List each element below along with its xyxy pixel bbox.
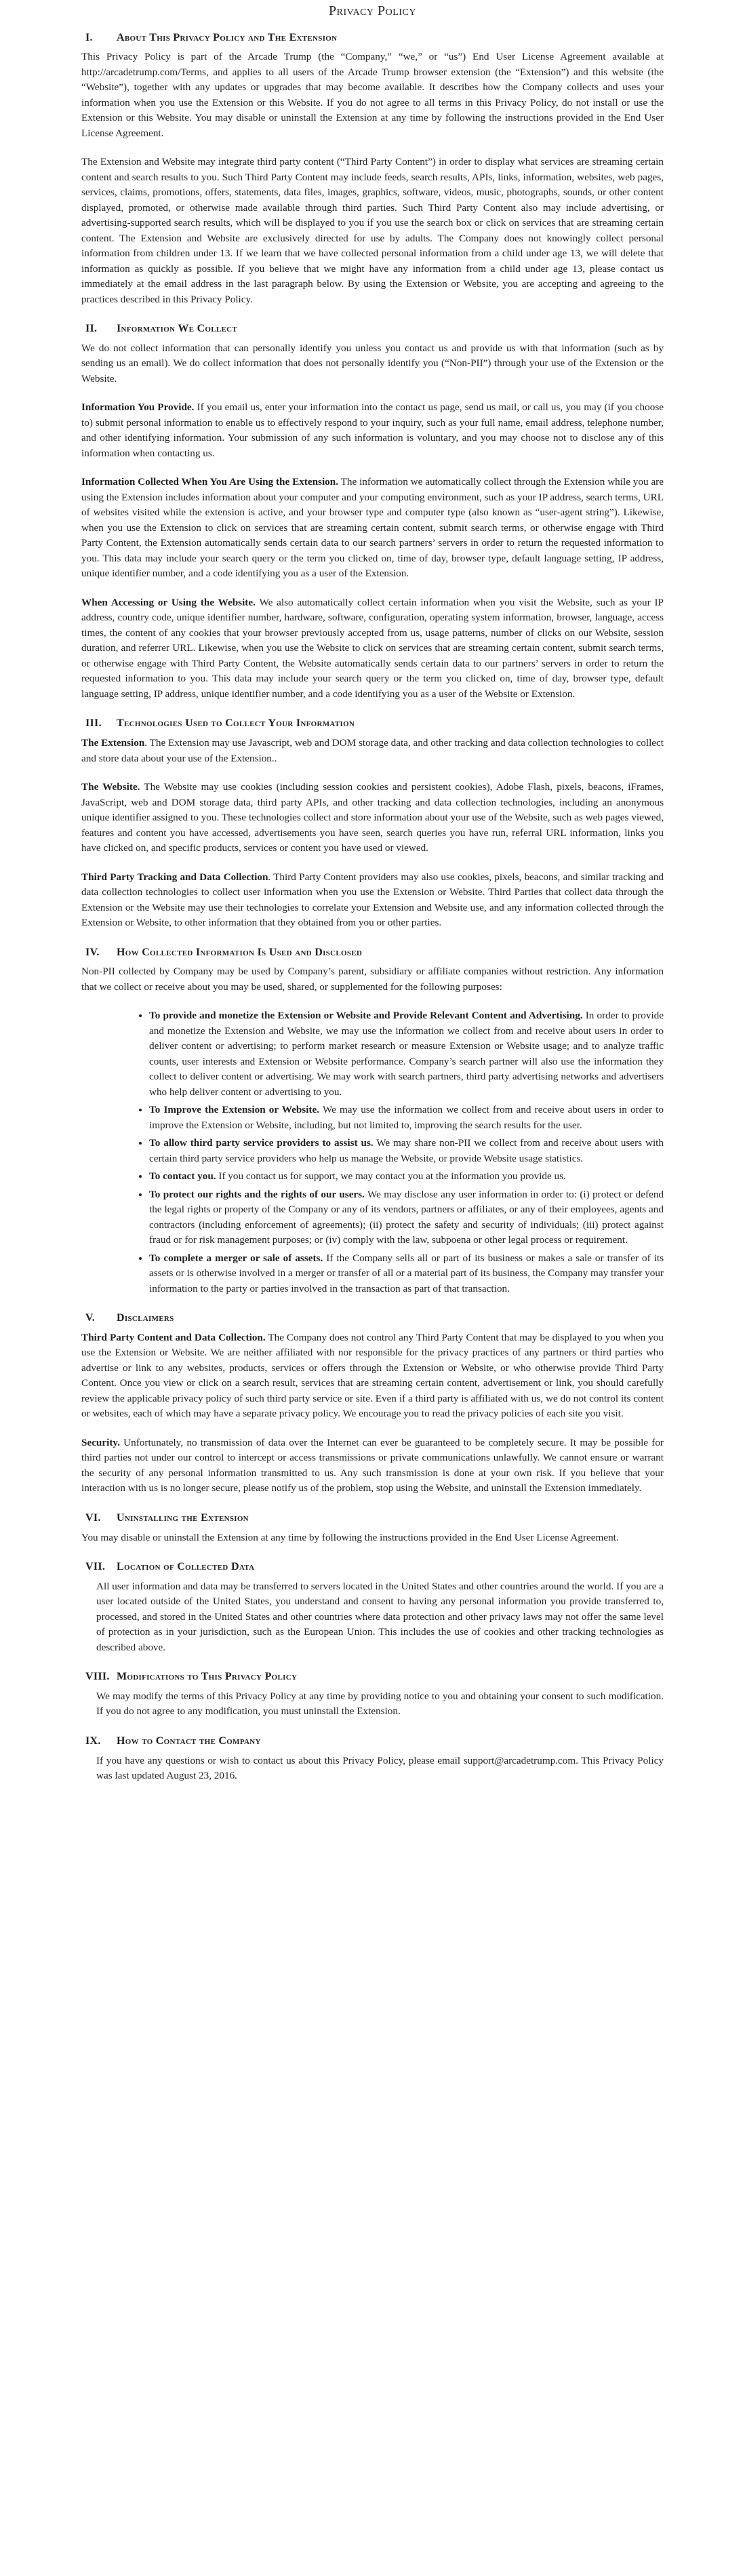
section-heading-text: About This Privacy Policy and The Extension [117, 31, 338, 43]
section-heading-text: Disclaimers [117, 1312, 174, 1324]
section-paragraph [81, 400, 664, 461]
paragraph-text: We may modify the terms of this Privacy Policy at any time by providing notice to you and obtaining your consent to such modification. If you do not agree to any modification, you must uninstall the Extension. [96, 1690, 664, 1718]
section-number: VIII. [85, 1671, 110, 1683]
list-item [149, 1103, 664, 1133]
paragraph-lead: When Accessing or Using the Website. [81, 596, 256, 608]
paragraph-lead: The Website. [81, 781, 140, 793]
section-paragraph [81, 1435, 664, 1497]
policy-section [81, 945, 664, 1297]
section-heading-text: How Collected Information Is Used and Disclosed [117, 946, 363, 958]
list-item-lead: To complete a merger or sale of assets. [149, 1252, 323, 1264]
section-paragraph [81, 1530, 664, 1546]
list-item [149, 1008, 664, 1100]
section-body [81, 736, 664, 931]
section-heading-text: Uninstalling the Extension [117, 1511, 249, 1524]
paragraph-text: If you email us, enter your information into the contact us page, send us mail, or call us, you may (if you choose to) submit personal information to enable us to effectively respond to your inquiry, such as your full name, email address, telephone number, and other identifying information. Your submission of any such information is voluntary, and you may choose not to disclose any of this information when contacting us. [81, 401, 664, 459]
section-heading-text: Modifications to This Privacy Policy [117, 1671, 298, 1683]
paragraph-lead: Third Party Content and Data Collection. [81, 1331, 266, 1343]
section-paragraph [81, 595, 664, 702]
paragraph-lead: Information Collected When You Are Using the Extension. [81, 476, 339, 488]
section-heading [81, 1310, 664, 1326]
section-paragraph [81, 341, 664, 387]
section-body [81, 1330, 664, 1497]
paragraph-text: You may disable or uninstall the Extension at any time by following the instructions provided in the End User License Agreement. [81, 1531, 619, 1543]
section-heading [81, 945, 664, 961]
section-heading [81, 1510, 664, 1526]
paragraph-text: If you have any questions or wish to contact us about this Privacy Policy, please email support@arcadetrump.com. This Privacy Policy was last updated August 23, 2016. [96, 1754, 664, 1782]
list-item-lead: To contact you. [149, 1170, 216, 1183]
paragraph-text: All user information and data may be transferred to servers located in the United States and other countries around the world. If you are a user located outside of the United States, you understand and consent to having any personal information you provide transferred to, processed, and stored in the United States and other countries where data protection and other privacy laws may not offer the same level of protection as in your jurisdiction, such as the European Union. This includes the use of cookies and other tracking technologies as described above. [96, 1580, 664, 1653]
list-item [149, 1187, 664, 1248]
section-heading-text: Technologies Used to Collect Your Information [117, 717, 355, 730]
section-body [81, 964, 664, 1296]
paragraph-text: Non-PII collected by Company may be used by Company’s parent, subsidiary or affiliate companies without restriction. Any information that we collect or receive about you may be used, shared, or supplemented for the following purposes: [81, 966, 664, 993]
section-number: VI. [85, 1511, 101, 1524]
section-number: V. [85, 1312, 96, 1324]
policy-section [81, 1310, 664, 1497]
section-heading [81, 1669, 664, 1685]
list-item-lead: To Improve the Extension or Website. [149, 1104, 320, 1116]
section-paragraph [81, 155, 664, 307]
section-heading [81, 30, 664, 46]
section-body [81, 341, 664, 702]
section-number: IV. [85, 946, 100, 958]
policy-section [81, 321, 664, 702]
policy-section [81, 1510, 664, 1545]
paragraph-text: . The Extension may use Javascript, web and DOM storage data, and other tracking and data collection technologies to collect and store data about your use of the Extension.. [81, 737, 664, 764]
paragraph-text: The Extension and Website may integrate third party content (“Third Party Content”) in order to display what services are streaming certain content and search results to you. Such Third Party Content may include feeds, search results, APIs, links, information, websites, web pages, services, claims, promotions, offers, statements, data files, images, graphics, software, videos, music, photographs, sounds, or other content displayed, promoted, or otherwise made available through third parties. Such Third Party Content also may include advertising, or advertising-supported search results, which will be displayed to you if you use the search box or click on services that are streaming certain content. The Extension and Website are exclusively directed for use by adults. The Company does not knowingly collect personal information from children under 13. If we learn that we have collected personal information from a child under age 13, we will delete that information as quickly as possible. If you believe that we might have any information from a child under age 13, please contact us immediately at the email address in the last paragraph below. By using the Extension or Website, you are accepting and agreeing to the practices described in this Privacy Policy. [81, 156, 664, 305]
section-heading [81, 321, 664, 337]
list-item-text: We may disclose any user information in order to: (i) protect or defend the legal rights or property of the Company or any of its vendors, partners or affiliates, or any of their employees, agents and contractors (including enforcement of agreements); (ii) protect the safety and security of individuals; (iii) protect against fraud or for risk management purposes; or (iv) comply with the law, subpoena or other legal process or requirement. [149, 1188, 664, 1246]
policy-section [81, 1669, 664, 1720]
section-paragraph [81, 780, 664, 856]
section-number: II. [85, 323, 98, 335]
list-item-lead: To allow third party service providers to assist us. [149, 1137, 374, 1149]
section-paragraph [96, 1579, 664, 1656]
list-item-text: If you contact us for support, we may contact you at the information you provide us. [216, 1170, 566, 1183]
section-number: I. [85, 31, 93, 43]
paragraph-lead: Security. [81, 1436, 120, 1448]
paragraph-lead: Information You Provide. [81, 401, 195, 414]
paragraph-text: The Website may use cookies (including session cookies and persistent cookies), Adobe Flash, pixels, beacons, iFrames, JavaScript, web and DOM storage data, third party APIs, and other tracking and data collection technologies, including an anonymous unique identifier assigned to you. These technologies collect and store information about your use of the Website, such as web pages viewed, features and content you have accessed, advertisements you have seen, search queries you have run, referral URL information, links you have clicked on, and specific products, services or content you have used or viewed. [81, 781, 664, 854]
section-number: VII. [85, 1561, 106, 1573]
section-paragraph [81, 964, 664, 995]
policy-sections [81, 30, 664, 1784]
list-item-text: If the Company sells all or part of its business or makes a sale or transfer of its assets or is otherwise involved in a merger or transfer of all or a material part of its business, the Company may transfer your information to the party or parties involved in the transaction as part of that transaction. [149, 1252, 664, 1294]
paragraph-lead: The Extension [81, 737, 145, 749]
list-item [149, 1169, 664, 1185]
section-heading [81, 1559, 664, 1575]
section-heading-text: Location of Collected Data [117, 1561, 255, 1573]
paragraph-text: . Third Party Content providers may also use cookies, pixels, beacons, and similar tracking and data collection technologies to collect user information when you use the Extension or Website. Third Parties that collect data through the Extension or the Website may use their technologies to correlate your Extension and Website use, and any information collected through the Extension or Website, to other information that they obtained from you or other parties. [81, 871, 664, 929]
section-paragraph [81, 1330, 664, 1422]
paragraph-text: Unfortunately, no transmission of data over the Internet can ever be guaranteed to be completely secure. It may be possible for third parties not under our control to intercept or access transmissions or private communications unlawfully. We cannot ensure or warrant the security of any personal information transmitted to us. Any such transmission is done at your own risk. If you believe that your interaction with us is no longer secure, please notify us of the problem, stop using the Website, and uninstall the Extension immediately. [81, 1436, 664, 1494]
paragraph-text: This Privacy Policy is part of the Arcade Trump (the “Company,” “we,” or “us”) End User License Agreement available at http://arcadetrump.com/Terms, and applies to all users of the Arcade Trump browser extension (the “Extension”) and this website (the “Website”), together with any updates or upgrades that may become available. It describes how the Company collects and uses your information when you use the Extension or this Website. If you do not agree to all terms in this Privacy Policy, do not install or use the Extension or this Website. You may disable or uninstall the Extension at any time by following the instructions provided in the End User License Agreement. [81, 51, 664, 139]
list-item-lead: To provide and monetize the Extension or Website and Provide Relevant Content and Advertising. [149, 1010, 583, 1022]
paragraph-text: We also automatically collect certain information when you visit the Website, such as your IP address, country code, unique identifier number, hardware, software, configuration, operating system information, browser, language, access times, the content of any cookies that your browser previously accepted from us, usage patterns, number of clicks on our Website, session duration, and referrer URL. Likewise, when you use the Website to click on services that are streaming certain content, submit search terms, or otherwise engage with Third Party Content, the Website automatically sends certain data to our partners’ servers in order to return the requested information to you. This data may include your search query or the term you clicked on, time of day, browser type, default language setting, IP address, unique identifier number, and a code identifying you as a user of the Website or Extension. [81, 596, 664, 700]
section-number: III. [85, 717, 102, 730]
section-heading [81, 1733, 664, 1749]
section-heading-text: Information We Collect [117, 323, 238, 335]
policy-section [81, 30, 664, 308]
page-title: Privacy Policy [329, 3, 416, 18]
paragraph-lead: Third Party Tracking and Data Collection [81, 871, 268, 883]
section-paragraph [81, 49, 664, 141]
policy-section [81, 1733, 664, 1784]
list-item-text: We may share non-PII we collect from and receive about users with certain third party service providers who help us manage the Website, or provide Website usage statistics. [149, 1137, 664, 1164]
section-paragraph [81, 870, 664, 931]
section-number: IX. [85, 1735, 101, 1747]
section-paragraph [81, 736, 664, 766]
policy-section [81, 715, 664, 930]
policy-section [81, 1559, 664, 1655]
section-body [96, 1579, 664, 1656]
section-paragraph [96, 1753, 664, 1784]
list-item-lead: To protect our rights and the rights of our users. [149, 1188, 365, 1200]
paragraph-text: The Company does not control any Third Party Content that may be displayed to you when you use the Extension or Website. We are neither affiliated with nor responsible for the privacy practices of any partners or third parties who advertise or link to any websites, products, services or offers through the Extension or Website, or who otherwise provide Third Party Content. Once you view or click on a search result, services that are streaming certain content, advertisement or link, you should carefully review the applicable privacy policy of such third party service or site. Even if a third party is affiliated with us, we do not control its content or websites, each of which may have a separate privacy policy. We encourage you to read the privacy policies of each site you visit. [81, 1331, 664, 1420]
section-body [96, 1753, 664, 1784]
section-paragraph [81, 475, 664, 582]
section-paragraph [96, 1689, 664, 1720]
list-item [149, 1251, 664, 1297]
list-item-text: In order to provide and monetize the Extension and Website, we may use the information we collect from and receive about users in order to deliver content or advertising; to perform market research or measure Extension or Website usage; and to analyze traffic counts, user interests and Extension or Website performance. Company’s search partner will also use the information they collect to deliver content or advertising. We may work with search partners, third party advertising networks and advertisers who help deliver content or advertising to you. [149, 1010, 664, 1098]
purpose-list [81, 1008, 664, 1296]
paragraph-text: We do not collect information that can personally identify you unless you contact us and provide us with that information (such as by sending us an email). We do collect information that does not personally identify you (“Non-PII”) through your use of the Extension or the Website. [81, 342, 664, 384]
section-body [96, 1689, 664, 1720]
section-body [81, 49, 664, 307]
section-heading [81, 715, 664, 732]
section-heading-text: How to Contact the Company [117, 1735, 261, 1747]
list-item-text: We may use the information we collect from and receive about users in order to improve the Extension or Website, including, but not limited to, improving the search results for the user. [149, 1104, 664, 1131]
section-body [81, 1530, 664, 1546]
paragraph-text: The information we automatically collect through the Extension while you are using the Extension includes information about your computer and your computing environment, such as your IP address, search terms, URL of websites visited while the extension is active, and your browser type and computer type (also known as “user-agent string”). Likewise, when you use the Extension to click on services that are streaming certain content, submit search terms, or otherwise engage with Third Party Content, the Extension automatically sends certain data to our search partners’ servers in order to return the requested information to you. This data may include your search query or the term you clicked on, time of day, browser type, default language setting, IP address, unique identifier number, and a code identifying you as a user of the Extension. [81, 476, 664, 580]
list-item [149, 1136, 664, 1166]
